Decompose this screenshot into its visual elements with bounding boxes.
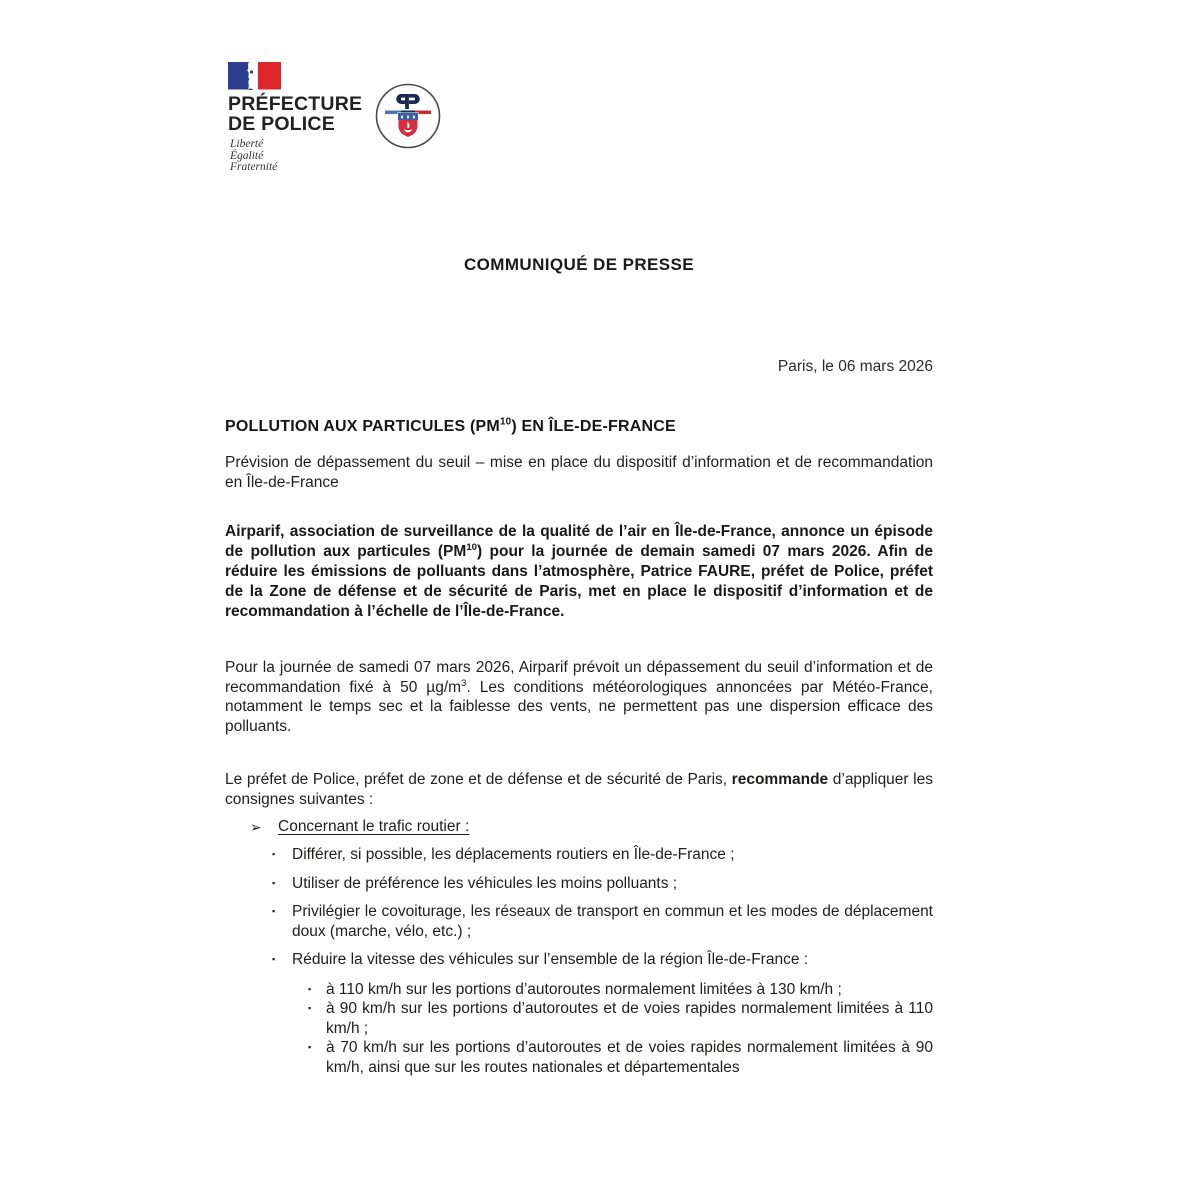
- motto-egalite: Égalité: [230, 149, 264, 162]
- flag-svg: [228, 62, 281, 90]
- marianne-profile-mark: [250, 70, 253, 73]
- list-item-text: Utiliser de préférence les véhicules les moins polluants ;: [292, 874, 678, 892]
- document-type-title: COMMUNIQUÉ DE PRESSE: [464, 255, 694, 274]
- list-item-text: Privilégier le covoiturage, les réseaux de transport en commun et les modes de déplacement doux (marche, vélo, etc.) ;: [292, 903, 933, 940]
- list-item: [225, 845, 933, 865]
- forecast-paragraph: [225, 658, 933, 736]
- dateline: Paris, le 06 mars 2026: [777, 358, 933, 375]
- marianne-signature-squiggle: [248, 89, 253, 91]
- press-release-subtitle: Prévision de dépassement du seuil – mise en place du dispositif d’information et de recommandation en Île-de-France: [225, 454, 933, 491]
- recommend-pre: Le préfet de Police, préfet de zone et de défense et de sécurité de Paris,: [225, 771, 732, 788]
- forecast-superscript: 3: [461, 677, 467, 689]
- square-bullet-icon: ▪: [308, 1042, 312, 1052]
- crest-svg: [374, 82, 442, 150]
- press-release-title: [225, 418, 933, 436]
- square-bullet-icon: ▪: [272, 877, 276, 888]
- forecast-post: . Les conditions météorologiques annoncées par Météo-France, notamment le temps sec et la faiblesse des vents, ne permettent pas une dispersion efficace des polluants.: [225, 678, 933, 735]
- traffic-measures-list: [225, 845, 933, 1077]
- recommendation-paragraph: [225, 770, 933, 809]
- traffic-section-heading: [225, 817, 933, 837]
- title-superscript: 10: [499, 416, 512, 428]
- recommend-post: d’appliquer les consignes suivantes :: [225, 771, 933, 808]
- sublist-item: [225, 1038, 933, 1077]
- square-bullet-icon: ▪: [308, 1003, 312, 1013]
- square-bullet-icon: ▪: [272, 849, 276, 859]
- traffic-heading-text: Concernant le trafic routier :: [278, 818, 470, 835]
- republic-motto: [230, 139, 362, 174]
- prefecture-de-police-crest-icon: [374, 82, 442, 150]
- recommend-bold: recommande: [731, 771, 829, 788]
- arrow-bullet-icon: ➢: [250, 819, 262, 835]
- sublist-item-text: à 110 km/h sur les portions d’autoroutes normalement limitées à 130 km/h ;: [326, 980, 842, 998]
- list-item-text: Réduire la vitesse des véhicules sur l’ensemble de la région Île-de-France :: [292, 951, 809, 968]
- agency-name: [228, 94, 362, 134]
- square-bullet-icon: ▪: [308, 983, 312, 994]
- agency-name-line1: PRÉFECTURE: [228, 93, 363, 115]
- sublist-item-text: à 70 km/h sur les portions d’autoroutes et de voies rapides normalement limitées à 90 km/h, ainsi que sur les routes nationales et départementales: [326, 1039, 933, 1076]
- square-bullet-icon: ▪: [272, 954, 276, 964]
- motto-fraternite: Fraternité: [230, 161, 278, 173]
- french-flag-marianne-icon: [228, 62, 281, 90]
- motto-liberte: Liberté: [230, 138, 264, 150]
- sublist-item: [225, 980, 933, 1000]
- flag-red-panel: [258, 62, 281, 90]
- list-item-text: Différer, si possible, les déplacements routiers en Île-de-France ;: [292, 846, 735, 863]
- sublist-item-text: à 90 km/h sur les portions d’autoroutes et de voies rapides normalement limitées à 110 km/h ;: [326, 1000, 933, 1037]
- lead-paragraph: [225, 522, 933, 622]
- lead-superscript: 10: [466, 541, 477, 553]
- list-item: [225, 950, 933, 970]
- agency-name-line2: DE POLICE: [228, 113, 335, 135]
- sublist-item: [225, 999, 933, 1038]
- title-pre: POLLUTION AUX PARTICULES (PM: [225, 418, 500, 435]
- title-post: ) EN ÎLE-DE-FRANCE: [511, 418, 676, 435]
- lead-pre: Airparif, association de surveillance de la qualité de l’air en Île-de-France, annonce un épisode de pollution aux particules (PM: [225, 523, 933, 560]
- lead-post: ) pour la journée de demain samedi 07 mars 2026. Afin de réduire les émissions de polluants dans l’atmosphère, Patrice FAURE, préfet de Police, préfet de la Zone de défense et de sécurité de Paris, met en place le dispositif d’information et de recommandation à l’échelle de l’Île-de-France.: [225, 543, 933, 620]
- government-header: [228, 62, 362, 174]
- square-bullet-icon: ▪: [272, 906, 276, 916]
- list-item: [225, 874, 933, 894]
- forecast-pre: Pour la journée de samedi 07 mars 2026, Airparif prévoit un dépassement du seuil d’information et de recommandation fixé à 50 µg/m: [225, 659, 933, 696]
- flag-blue-panel: [228, 62, 250, 90]
- paris-shield: [398, 113, 418, 138]
- speed-limits-sublist: [225, 980, 933, 1078]
- list-item: [225, 902, 933, 941]
